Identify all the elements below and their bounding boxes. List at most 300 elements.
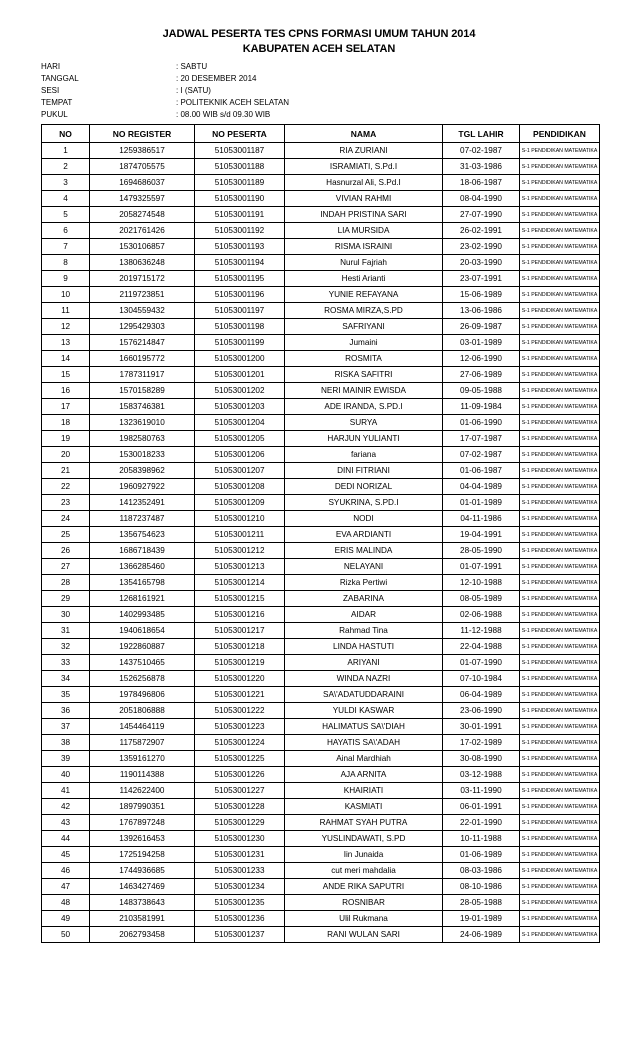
- cell-no: 19: [42, 431, 90, 447]
- cell-pendidikan: S-1 PENDIDIKAN MATEMATIKA: [520, 319, 600, 335]
- info-label: PUKUL: [41, 110, 68, 119]
- cell-pendidikan: S-1 PENDIDIKAN MATEMATIKA: [520, 335, 600, 351]
- cell-no: 7: [42, 239, 90, 255]
- table-header-row: [42, 125, 600, 143]
- cell-no: 37: [42, 719, 90, 735]
- table-row: [42, 575, 600, 591]
- cell-tgl-lahir: 26-02-1991: [443, 223, 520, 239]
- cell-no-register: 1463427469: [90, 879, 195, 895]
- cell-tgl-lahir: 01-01-1989: [443, 495, 520, 511]
- table-row: [42, 223, 600, 239]
- cell-nama: ARIYANI: [285, 655, 443, 671]
- cell-no-register: 1295429303: [90, 319, 195, 335]
- cell-no: 4: [42, 191, 90, 207]
- cell-no-register: 2058274548: [90, 207, 195, 223]
- cell-no-register: 1304559432: [90, 303, 195, 319]
- cell-pendidikan: S-1 PENDIDIKAN MATEMATIKA: [520, 159, 600, 175]
- cell-no-register: 1960927922: [90, 479, 195, 495]
- cell-nama: AJA ARNITA: [285, 767, 443, 783]
- info-label: HARI: [41, 62, 61, 71]
- table-row: [42, 799, 600, 815]
- cell-no-peserta: 51053001198: [195, 319, 285, 335]
- cell-nama: ROSMITA: [285, 351, 443, 367]
- cell-nama: YULDI KASWAR: [285, 703, 443, 719]
- cell-pendidikan: S-1 PENDIDIKAN MATEMATIKA: [520, 239, 600, 255]
- cell-nama: ROSNIBAR: [285, 895, 443, 911]
- cell-no-register: 1454464119: [90, 719, 195, 735]
- table-row: [42, 879, 600, 895]
- cell-pendidikan: S-1 PENDIDIKAN MATEMATIKA: [520, 639, 600, 655]
- cell-nama: EVA ARDIANTI: [285, 527, 443, 543]
- cell-nama: SYUKRINA, S.PD.I: [285, 495, 443, 511]
- table-row: [42, 911, 600, 927]
- cell-nama: RIA ZURIANI: [285, 143, 443, 159]
- cell-no-register: 1725194258: [90, 847, 195, 863]
- cell-tgl-lahir: 30-08-1990: [443, 751, 520, 767]
- cell-nama: Iin Junaida: [285, 847, 443, 863]
- cell-no-register: 1268161921: [90, 591, 195, 607]
- cell-tgl-lahir: 15-06-1989: [443, 287, 520, 303]
- table-row: [42, 463, 600, 479]
- cell-no: 44: [42, 831, 90, 847]
- cell-nama: Hesti Arianti: [285, 271, 443, 287]
- cell-pendidikan: S-1 PENDIDIKAN MATEMATIKA: [520, 223, 600, 239]
- cell-no-register: 1526256878: [90, 671, 195, 687]
- cell-no-register: 1142622400: [90, 783, 195, 799]
- table-row: [42, 303, 600, 319]
- cell-nama: RAHMAT SYAH PUTRA: [285, 815, 443, 831]
- table-row: [42, 431, 600, 447]
- cell-nama: NODI: [285, 511, 443, 527]
- cell-no-peserta: 51053001191: [195, 207, 285, 223]
- cell-no-peserta: 51053001208: [195, 479, 285, 495]
- cell-tgl-lahir: 04-11-1986: [443, 511, 520, 527]
- cell-pendidikan: S-1 PENDIDIKAN MATEMATIKA: [520, 847, 600, 863]
- cell-no-peserta: 51053001230: [195, 831, 285, 847]
- cell-nama: ADE IRANDA, S.PD.I: [285, 399, 443, 415]
- cell-pendidikan: S-1 PENDIDIKAN MATEMATIKA: [520, 527, 600, 543]
- cell-no-peserta: 51053001216: [195, 607, 285, 623]
- table-row: [42, 351, 600, 367]
- table-row: [42, 735, 600, 751]
- cell-no-register: 1354165798: [90, 575, 195, 591]
- table-row: [42, 655, 600, 671]
- cell-no-peserta: 51053001219: [195, 655, 285, 671]
- cell-pendidikan: S-1 PENDIDIKAN MATEMATIKA: [520, 767, 600, 783]
- cell-tgl-lahir: 20-03-1990: [443, 255, 520, 271]
- cell-no-peserta: 51053001188: [195, 159, 285, 175]
- cell-no-peserta: 51053001193: [195, 239, 285, 255]
- cell-no-peserta: 51053001187: [195, 143, 285, 159]
- cell-no-peserta: 51053001204: [195, 415, 285, 431]
- cell-no: 27: [42, 559, 90, 575]
- cell-no-peserta: 51053001220: [195, 671, 285, 687]
- cell-tgl-lahir: 11-12-1988: [443, 623, 520, 639]
- cell-tgl-lahir: 01-06-1989: [443, 847, 520, 863]
- cell-no: 14: [42, 351, 90, 367]
- cell-no-register: 1767897248: [90, 815, 195, 831]
- cell-no: 36: [42, 703, 90, 719]
- cell-no-peserta: 51053001224: [195, 735, 285, 751]
- cell-no-peserta: 51053001190: [195, 191, 285, 207]
- table-row: [42, 527, 600, 543]
- cell-no-register: 1576214847: [90, 335, 195, 351]
- cell-no-register: 2062793458: [90, 927, 195, 943]
- schedule-info: [41, 61, 289, 121]
- cell-no-register: 1323619010: [90, 415, 195, 431]
- cell-no-register: 1978496806: [90, 687, 195, 703]
- cell-tgl-lahir: 24-06-1989: [443, 927, 520, 943]
- cell-tgl-lahir: 01-07-1991: [443, 559, 520, 575]
- cell-nama: ISRAMIATI, S.Pd.I: [285, 159, 443, 175]
- info-value: : I (SATU): [176, 86, 211, 95]
- table-row: [42, 671, 600, 687]
- cell-tgl-lahir: 23-02-1990: [443, 239, 520, 255]
- cell-nama: KHAIRIATI: [285, 783, 443, 799]
- column-header-tgl-lahir: TGL LAHIR: [443, 125, 520, 143]
- cell-pendidikan: S-1 PENDIDIKAN MATEMATIKA: [520, 175, 600, 191]
- cell-pendidikan: S-1 PENDIDIKAN MATEMATIKA: [520, 479, 600, 495]
- cell-pendidikan: S-1 PENDIDIKAN MATEMATIKA: [520, 655, 600, 671]
- cell-pendidikan: S-1 PENDIDIKAN MATEMATIKA: [520, 207, 600, 223]
- info-row-pukul: [41, 109, 289, 121]
- cell-pendidikan: S-1 PENDIDIKAN MATEMATIKA: [520, 863, 600, 879]
- cell-pendidikan: S-1 PENDIDIKAN MATEMATIKA: [520, 399, 600, 415]
- cell-no-peserta: 51053001228: [195, 799, 285, 815]
- cell-no-peserta: 51053001226: [195, 767, 285, 783]
- cell-pendidikan: S-1 PENDIDIKAN MATEMATIKA: [520, 623, 600, 639]
- cell-tgl-lahir: 01-07-1990: [443, 655, 520, 671]
- cell-no-register: 2058398962: [90, 463, 195, 479]
- cell-no: 3: [42, 175, 90, 191]
- cell-pendidikan: S-1 PENDIDIKAN MATEMATIKA: [520, 287, 600, 303]
- cell-nama: RISMA ISRAINI: [285, 239, 443, 255]
- cell-no: 12: [42, 319, 90, 335]
- cell-nama: WINDA NAZRI: [285, 671, 443, 687]
- cell-no-register: 1190114388: [90, 767, 195, 783]
- cell-no-peserta: 51053001233: [195, 863, 285, 879]
- cell-no: 18: [42, 415, 90, 431]
- cell-tgl-lahir: 08-05-1989: [443, 591, 520, 607]
- cell-nama: SAFRIYANI: [285, 319, 443, 335]
- cell-nama: YUNIE REFAYANA: [285, 287, 443, 303]
- cell-nama: ANDE RIKA SAPUTRI: [285, 879, 443, 895]
- cell-no: 38: [42, 735, 90, 751]
- cell-no-register: 1922860887: [90, 639, 195, 655]
- document-title: JADWAL PESERTA TES CPNS FORMASI UMUM TAHUN 2014: [162, 28, 476, 40]
- table-row: [42, 607, 600, 623]
- info-row-tanggal: [41, 73, 289, 85]
- cell-no: 32: [42, 639, 90, 655]
- cell-pendidikan: S-1 PENDIDIKAN MATEMATIKA: [520, 591, 600, 607]
- info-value: : 20 DESEMBER 2014: [176, 74, 257, 83]
- table-row: [42, 751, 600, 767]
- cell-no-peserta: 51053001225: [195, 751, 285, 767]
- cell-nama: Rizka Pertiwi: [285, 575, 443, 591]
- table-row: [42, 591, 600, 607]
- cell-nama: Jumaini: [285, 335, 443, 351]
- cell-no: 29: [42, 591, 90, 607]
- table-row: [42, 927, 600, 943]
- table-row: [42, 415, 600, 431]
- cell-tgl-lahir: 10-11-1988: [443, 831, 520, 847]
- cell-no-register: 1359161270: [90, 751, 195, 767]
- cell-no: 31: [42, 623, 90, 639]
- cell-tgl-lahir: 18-06-1987: [443, 175, 520, 191]
- cell-no: 39: [42, 751, 90, 767]
- cell-tgl-lahir: 27-07-1990: [443, 207, 520, 223]
- cell-tgl-lahir: 08-04-1990: [443, 191, 520, 207]
- table-row: [42, 239, 600, 255]
- cell-nama: NERI MAINIR EWISDA: [285, 383, 443, 399]
- cell-no-register: 2103581991: [90, 911, 195, 927]
- info-value: : SABTU: [176, 62, 208, 71]
- table-row: [42, 623, 600, 639]
- table-row: [42, 831, 600, 847]
- table-row: [42, 687, 600, 703]
- cell-no-register: 1744936685: [90, 863, 195, 879]
- cell-no-peserta: 51053001214: [195, 575, 285, 591]
- table-row: [42, 783, 600, 799]
- cell-tgl-lahir: 19-04-1991: [443, 527, 520, 543]
- cell-tgl-lahir: 01-06-1990: [443, 415, 520, 431]
- cell-nama: Hasnurzal Ali, S.Pd.I: [285, 175, 443, 191]
- cell-pendidikan: S-1 PENDIDIKAN MATEMATIKA: [520, 687, 600, 703]
- cell-nama: RANI WULAN SARI: [285, 927, 443, 943]
- cell-no: 9: [42, 271, 90, 287]
- cell-tgl-lahir: 03-12-1988: [443, 767, 520, 783]
- cell-tgl-lahir: 04-04-1989: [443, 479, 520, 495]
- cell-nama: INDAH PRISTINA SARI: [285, 207, 443, 223]
- cell-no-register: 2051806888: [90, 703, 195, 719]
- table-row: [42, 847, 600, 863]
- cell-nama: HAYATIS SA\'ADAH: [285, 735, 443, 751]
- column-header-pendidikan: PENDIDIKAN: [520, 125, 600, 143]
- cell-tgl-lahir: 22-04-1988: [443, 639, 520, 655]
- cell-no-peserta: 51053001213: [195, 559, 285, 575]
- cell-no: 26: [42, 543, 90, 559]
- cell-nama: YUSLINDAWATI, S.PD: [285, 831, 443, 847]
- cell-nama: ERIS MALINDA: [285, 543, 443, 559]
- cell-pendidikan: S-1 PENDIDIKAN MATEMATIKA: [520, 431, 600, 447]
- cell-tgl-lahir: 03-01-1989: [443, 335, 520, 351]
- cell-nama: LINDA HASTUTI: [285, 639, 443, 655]
- info-label: TANGGAL: [41, 74, 79, 83]
- cell-no-peserta: 51053001194: [195, 255, 285, 271]
- cell-tgl-lahir: 12-10-1988: [443, 575, 520, 591]
- cell-no: 33: [42, 655, 90, 671]
- cell-no: 20: [42, 447, 90, 463]
- cell-no-register: 1874705575: [90, 159, 195, 175]
- cell-nama: VIVIAN RAHMI: [285, 191, 443, 207]
- cell-no: 17: [42, 399, 90, 415]
- cell-pendidikan: S-1 PENDIDIKAN MATEMATIKA: [520, 511, 600, 527]
- cell-pendidikan: S-1 PENDIDIKAN MATEMATIKA: [520, 463, 600, 479]
- cell-no: 41: [42, 783, 90, 799]
- cell-no-register: 1259386517: [90, 143, 195, 159]
- table-row: [42, 191, 600, 207]
- cell-no: 46: [42, 863, 90, 879]
- cell-pendidikan: S-1 PENDIDIKAN MATEMATIKA: [520, 143, 600, 159]
- cell-no-peserta: 51053001201: [195, 367, 285, 383]
- cell-nama: DEDI NORIZAL: [285, 479, 443, 495]
- table-row: [42, 511, 600, 527]
- cell-nama: ROSMA MIRZA,S.PD: [285, 303, 443, 319]
- cell-pendidikan: S-1 PENDIDIKAN MATEMATIKA: [520, 927, 600, 943]
- cell-tgl-lahir: 23-07-1991: [443, 271, 520, 287]
- cell-pendidikan: S-1 PENDIDIKAN MATEMATIKA: [520, 783, 600, 799]
- cell-tgl-lahir: 13-06-1986: [443, 303, 520, 319]
- cell-pendidikan: S-1 PENDIDIKAN MATEMATIKA: [520, 671, 600, 687]
- cell-pendidikan: S-1 PENDIDIKAN MATEMATIKA: [520, 831, 600, 847]
- cell-tgl-lahir: 07-02-1987: [443, 143, 520, 159]
- table-row: [42, 495, 600, 511]
- cell-no-peserta: 51053001231: [195, 847, 285, 863]
- cell-nama: NELAYANI: [285, 559, 443, 575]
- table-row: [42, 815, 600, 831]
- cell-no: 2: [42, 159, 90, 175]
- cell-no-peserta: 51053001209: [195, 495, 285, 511]
- cell-tgl-lahir: 26-09-1987: [443, 319, 520, 335]
- cell-nama: Ainal Mardhiah: [285, 751, 443, 767]
- cell-pendidikan: S-1 PENDIDIKAN MATEMATIKA: [520, 351, 600, 367]
- cell-tgl-lahir: 09-05-1988: [443, 383, 520, 399]
- cell-pendidikan: S-1 PENDIDIKAN MATEMATIKA: [520, 607, 600, 623]
- info-value: : POLITEKNIK ACEH SELATAN: [176, 98, 290, 107]
- cell-tgl-lahir: 01-06-1987: [443, 463, 520, 479]
- cell-tgl-lahir: 17-07-1987: [443, 431, 520, 447]
- cell-pendidikan: S-1 PENDIDIKAN MATEMATIKA: [520, 271, 600, 287]
- cell-pendidikan: S-1 PENDIDIKAN MATEMATIKA: [520, 703, 600, 719]
- cell-no-peserta: 51053001205: [195, 431, 285, 447]
- cell-tgl-lahir: 30-01-1991: [443, 719, 520, 735]
- cell-no: 13: [42, 335, 90, 351]
- cell-no-register: 1530106857: [90, 239, 195, 255]
- table-row: [42, 143, 600, 159]
- cell-no-register: 1660195772: [90, 351, 195, 367]
- cell-tgl-lahir: 31-03-1986: [443, 159, 520, 175]
- cell-tgl-lahir: 11-09-1984: [443, 399, 520, 415]
- table-row: [42, 255, 600, 271]
- cell-no: 22: [42, 479, 90, 495]
- cell-no: 28: [42, 575, 90, 591]
- cell-tgl-lahir: 06-01-1991: [443, 799, 520, 815]
- cell-no-peserta: 51053001218: [195, 639, 285, 655]
- cell-no-register: 1366285460: [90, 559, 195, 575]
- cell-pendidikan: S-1 PENDIDIKAN MATEMATIKA: [520, 879, 600, 895]
- cell-no-peserta: 51053001207: [195, 463, 285, 479]
- cell-no-register: 2119723851: [90, 287, 195, 303]
- cell-no: 49: [42, 911, 90, 927]
- cell-pendidikan: S-1 PENDIDIKAN MATEMATIKA: [520, 415, 600, 431]
- cell-no-peserta: 51053001223: [195, 719, 285, 735]
- cell-pendidikan: S-1 PENDIDIKAN MATEMATIKA: [520, 447, 600, 463]
- cell-nama: fariana: [285, 447, 443, 463]
- info-row-hari: [41, 61, 289, 73]
- table-row: [42, 895, 600, 911]
- cell-no-peserta: 51053001211: [195, 527, 285, 543]
- cell-no: 50: [42, 927, 90, 943]
- cell-no: 8: [42, 255, 90, 271]
- cell-pendidikan: S-1 PENDIDIKAN MATEMATIKA: [520, 303, 600, 319]
- cell-pendidikan: S-1 PENDIDIKAN MATEMATIKA: [520, 255, 600, 271]
- cell-tgl-lahir: 03-11-1990: [443, 783, 520, 799]
- cell-no-peserta: 51053001206: [195, 447, 285, 463]
- cell-no-peserta: 51053001202: [195, 383, 285, 399]
- cell-pendidikan: S-1 PENDIDIKAN MATEMATIKA: [520, 543, 600, 559]
- cell-tgl-lahir: 22-01-1990: [443, 815, 520, 831]
- table-row: [42, 863, 600, 879]
- cell-no-register: 1694686037: [90, 175, 195, 191]
- cell-pendidikan: S-1 PENDIDIKAN MATEMATIKA: [520, 815, 600, 831]
- cell-no-peserta: 51053001210: [195, 511, 285, 527]
- cell-no: 24: [42, 511, 90, 527]
- cell-no-peserta: 51053001221: [195, 687, 285, 703]
- cell-tgl-lahir: 06-04-1989: [443, 687, 520, 703]
- cell-nama: Nurul Fajriah: [285, 255, 443, 271]
- cell-no-register: 1787311917: [90, 367, 195, 383]
- cell-pendidikan: S-1 PENDIDIKAN MATEMATIKA: [520, 495, 600, 511]
- cell-no: 45: [42, 847, 90, 863]
- cell-no-register: 2019715172: [90, 271, 195, 287]
- cell-no-register: 1392616453: [90, 831, 195, 847]
- cell-no-peserta: 51053001227: [195, 783, 285, 799]
- cell-no-register: 1897990351: [90, 799, 195, 815]
- cell-nama: HARJUN YULIANTI: [285, 431, 443, 447]
- cell-no: 34: [42, 671, 90, 687]
- cell-no-register: 1402993485: [90, 607, 195, 623]
- cell-no-register: 1187237487: [90, 511, 195, 527]
- table-row: [42, 767, 600, 783]
- cell-tgl-lahir: 02-06-1988: [443, 607, 520, 623]
- table-row: [42, 639, 600, 655]
- cell-pendidikan: S-1 PENDIDIKAN MATEMATIKA: [520, 191, 600, 207]
- cell-tgl-lahir: 27-06-1989: [443, 367, 520, 383]
- cell-no: 1: [42, 143, 90, 159]
- cell-pendidikan: S-1 PENDIDIKAN MATEMATIKA: [520, 735, 600, 751]
- cell-nama: Rahmad Tina: [285, 623, 443, 639]
- table-row: [42, 559, 600, 575]
- participant-table: [41, 124, 600, 943]
- cell-nama: HALIMATUS SA\'DIAH: [285, 719, 443, 735]
- cell-no: 15: [42, 367, 90, 383]
- cell-tgl-lahir: 17-02-1989: [443, 735, 520, 751]
- cell-nama: KASMIATI: [285, 799, 443, 815]
- cell-no-register: 1356754623: [90, 527, 195, 543]
- cell-pendidikan: S-1 PENDIDIKAN MATEMATIKA: [520, 559, 600, 575]
- cell-no: 43: [42, 815, 90, 831]
- column-header-no: NO: [42, 125, 90, 143]
- table-row: [42, 287, 600, 303]
- cell-no-peserta: 51053001195: [195, 271, 285, 287]
- cell-pendidikan: S-1 PENDIDIKAN MATEMATIKA: [520, 575, 600, 591]
- cell-no: 48: [42, 895, 90, 911]
- info-value: : 08.00 WIB s/d 09.30 WIB: [176, 110, 271, 119]
- cell-no: 6: [42, 223, 90, 239]
- cell-no: 23: [42, 495, 90, 511]
- cell-pendidikan: S-1 PENDIDIKAN MATEMATIKA: [520, 895, 600, 911]
- cell-nama: SURYA: [285, 415, 443, 431]
- table-row: [42, 543, 600, 559]
- column-header-nama: NAMA: [285, 125, 443, 143]
- cell-no-peserta: 51053001217: [195, 623, 285, 639]
- table-row: [42, 447, 600, 463]
- table-row: [42, 175, 600, 191]
- cell-no-register: 1437510465: [90, 655, 195, 671]
- cell-no-register: 1570158289: [90, 383, 195, 399]
- cell-no-peserta: 51053001234: [195, 879, 285, 895]
- cell-no-peserta: 51053001236: [195, 911, 285, 927]
